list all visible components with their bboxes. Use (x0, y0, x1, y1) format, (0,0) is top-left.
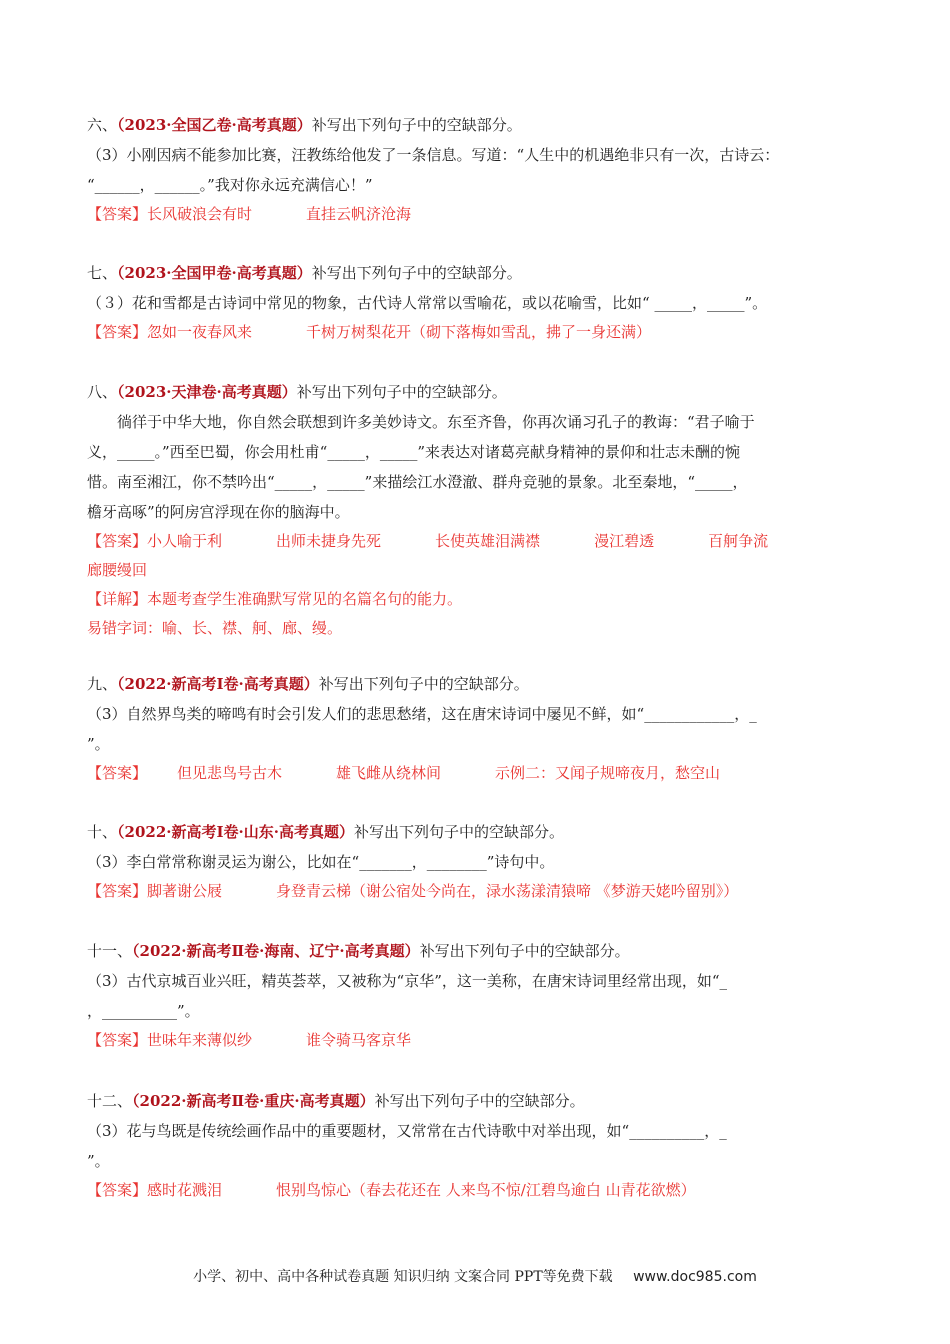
answer-label: 【答案】 (87, 882, 148, 900)
answer-item: 感时花溅泪 (147, 1181, 223, 1199)
question-source: （2022·新高考Ⅱ卷·海南、辽宁·高考真题） (132, 942, 420, 960)
answer-item: 漫江碧透 (594, 532, 655, 550)
question-text-line: （3）自然界鸟类的啼鸣有时会引发人们的悲思愁绪，这在唐宋诗词中屡见不鲜，如“____________，_ (87, 705, 757, 723)
question-text-line: ”。 (87, 735, 110, 753)
answer-item: 长使英雄泪满襟 (435, 532, 541, 550)
answer-item: 脚著谢公屐 (147, 882, 223, 900)
question-text-line: （3）李白常常称谢灵运为谢公，比如在“_______，________”诗句中。 (87, 853, 555, 871)
question-section (87, 669, 877, 788)
answer-item: 廊腰缦回 (87, 561, 148, 579)
question-heading (87, 936, 877, 966)
answer-block (87, 200, 827, 229)
question-text-line: （3）小刚因病不能参加比赛，汪教练给他发了一条信息。写道：“人生中的机遇绝非只有一次，古诗云： (87, 146, 780, 164)
answer-block (87, 759, 827, 788)
answer-block (87, 1176, 827, 1205)
answer-block (87, 1026, 827, 1055)
question-heading (87, 110, 877, 140)
question-source: （2022·新高考Ⅱ卷·重庆·高考真题） (132, 1092, 375, 1110)
question-instruction: 补写出下列句子中的空缺部分。 (311, 116, 522, 134)
question-number: 十一、 (87, 942, 133, 960)
answer-label: 【答案】 (87, 323, 148, 341)
answer-item: 示例二：又闻子规啼夜月，愁空山 (495, 764, 721, 782)
question-text-line: 惜。南至湘江，你不禁吟出“_____，_____”来描绘江水澄澈、群舟竞驰的景象。北至秦地，“_____， (87, 473, 748, 491)
question-heading (87, 669, 877, 699)
question-number: 七、 (87, 264, 118, 282)
question-number: 十、 (87, 823, 118, 841)
question-instruction: 补写出下列句子中的空缺部分。 (353, 823, 564, 841)
question-text-line: ，__________”。 (87, 1002, 200, 1020)
question-section (87, 258, 877, 347)
page-footer (0, 1266, 950, 1286)
answer-detail: 易错字词：喻、长、襟、舸、廊、缦。 (87, 619, 343, 637)
question-section (87, 1086, 877, 1205)
question-source: （2022·新高考Ⅰ卷·山东·高考真题） (117, 823, 354, 841)
answer-block (87, 527, 827, 585)
question-heading (87, 817, 877, 847)
footer-url[interactable]: www.doc985.com (633, 1269, 757, 1285)
question-text-line: （3）花与鸟既是传统绘画作品中的重要题材，又常常在古代诗歌中对举出现，如“__________，_ (87, 1122, 727, 1140)
question-number: 十二、 (87, 1092, 133, 1110)
question-heading (87, 377, 877, 407)
answer-label: 【答案】 (87, 1181, 148, 1199)
question-section (87, 110, 877, 229)
answer-item: 千树万树梨花开（砌下落梅如雪乱，拂了一身还满） (306, 323, 652, 341)
question-heading (87, 258, 877, 288)
answer-label: 【答案】 (87, 205, 148, 223)
answer-item: 忽如一夜春风来 (147, 323, 253, 341)
question-heading (87, 1086, 877, 1116)
question-text-line: ”。 (87, 1152, 110, 1170)
question-number: 九、 (87, 675, 118, 693)
question-instruction: 补写出下列句子中的空缺部分。 (296, 383, 507, 401)
answer-block (87, 877, 827, 906)
question-text-line: （３）花和雪都是古诗词中常见的物象，古代诗人常常以雪喻花，或以花喻雪，比如“ _____，_____”。 (87, 294, 768, 312)
answer-label: 【答案】 (87, 764, 148, 782)
question-section (87, 377, 877, 643)
question-text-line: 檐牙高啄”的阿房宫浮现在你的脑海中。 (87, 503, 350, 521)
answer-item: 出师未捷身先死 (276, 532, 382, 550)
question-instruction: 补写出下列句子中的空缺部分。 (374, 1092, 585, 1110)
question-instruction: 补写出下列句子中的空缺部分。 (311, 264, 522, 282)
question-source: （2023·天津卷·高考真题） (117, 383, 297, 401)
question-number: 八、 (87, 383, 118, 401)
footer-text: 小学、初中、高中各种试卷真题 知识归纳 文案合同 PPT等免费下载 (193, 1269, 613, 1285)
question-text-line: 徜徉于中华大地，你自然会联想到许多美妙诗文。东至齐鲁，你再次诵习孔子的教诲：“君子喻于 (87, 413, 755, 431)
answer-detail: 【详解】本题考查学生准确默写常见的名篇名句的能力。 (87, 590, 463, 608)
question-instruction: 补写出下列句子中的空缺部分。 (419, 942, 630, 960)
answer-item: 直挂云帆济沧海 (306, 205, 412, 223)
question-number: 六、 (87, 116, 118, 134)
question-text-line: “______，______。”我对你永远充满信心！” (87, 176, 373, 194)
answer-item: 长风破浪会有时 (147, 205, 253, 223)
question-source: （2023·全国甲卷·高考真题） (117, 264, 312, 282)
answer-item: 身登青云梯（谢公宿处今尚在，渌水荡漾清猿啼 《梦游天姥吟留别》） (276, 882, 739, 900)
answer-item: 雄飞雌从绕林间 (336, 764, 442, 782)
question-section (87, 936, 877, 1055)
answer-item: 但见悲鸟号古木 (147, 764, 283, 782)
answer-block (87, 318, 827, 347)
question-text-line: 义，_____。”西至巴蜀，你会用杜甫“_____，_____”来表达对诸葛亮献身精神的景仰和壮志未酬的惋 (87, 443, 741, 461)
answer-item: 恨别鸟惊心（春去花还在 人来鸟不惊/江碧鸟逾白 山青花欲燃） (276, 1181, 696, 1199)
question-text-line: （3）古代京城百业兴旺，精英荟萃，又被称为“京华”，这一美称，在唐宋诗词里经常出现，如“_ (87, 972, 728, 990)
question-section (87, 817, 877, 906)
question-source: （2023·全国乙卷·高考真题） (117, 116, 312, 134)
question-instruction: 补写出下列句子中的空缺部分。 (318, 675, 529, 693)
question-source: （2022·新高考Ⅰ卷·高考真题） (117, 675, 319, 693)
answer-label: 【答案】 (87, 1031, 148, 1049)
answer-item: 谁令骑马客京华 (306, 1031, 412, 1049)
answer-item: 百舸争流 (708, 532, 769, 550)
answer-label: 【答案】 (87, 532, 148, 550)
answer-item: 世味年来薄似纱 (147, 1031, 253, 1049)
answer-item: 小人喻于利 (147, 532, 223, 550)
